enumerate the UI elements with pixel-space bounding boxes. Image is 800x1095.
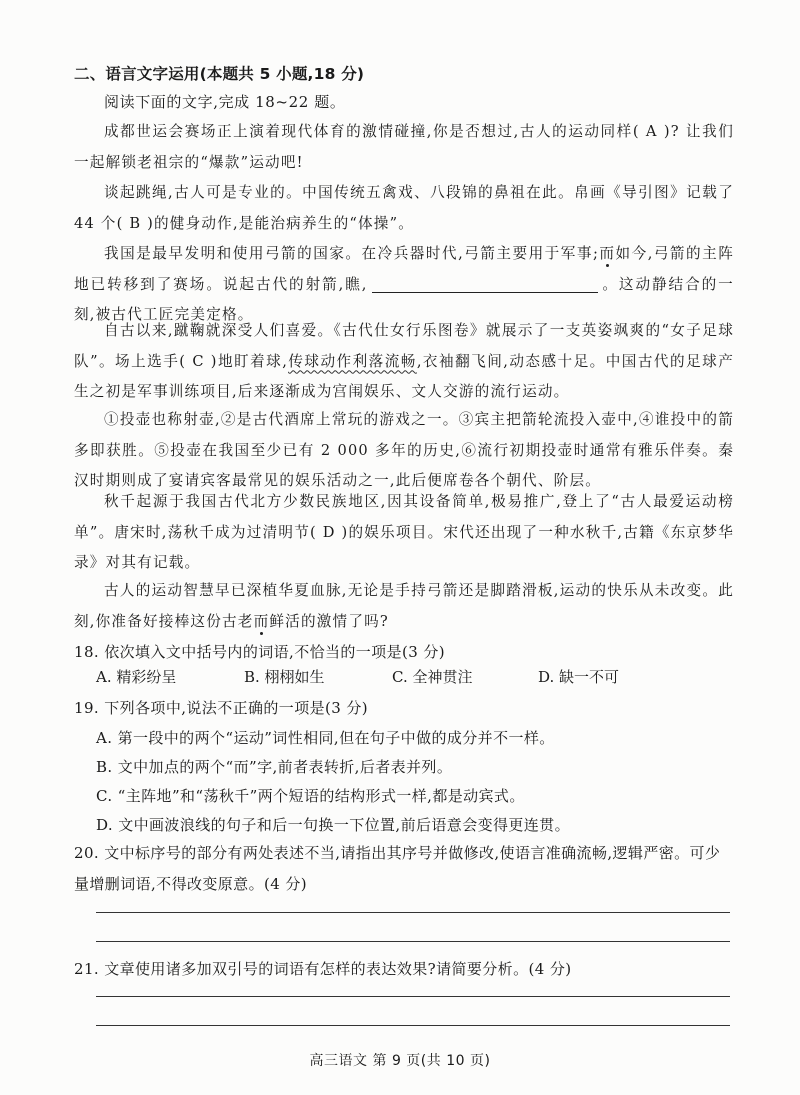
passage-paragraph-4 <box>74 316 734 408</box>
instruction: 阅读下面的文字,完成 18~22 题。 <box>104 93 346 111</box>
passage-paragraph-6: 秋千起源于我国古代北方少数民族地区,因其设备简单,极易推广,登上了“古人最爱运动榜单”。唐宋时,荡秋千成为过清明节( D )的娱乐项目。宋代还出现了一种水秋千,古籍《东京梦华录》对其有记载。 <box>74 493 734 572</box>
section-title: 二、语言文字运用(本题共 5 小题,18 分) <box>74 65 365 83</box>
passage-paragraph-1: 成都世运会赛场正上演着现代体育的激情碰撞,你是否想过,古人的运动同样( A )? 让我们一起解锁老祖宗的“爆款”运动吧! <box>74 123 734 171</box>
passage-paragraph-5: ①投壶也称射壶,②是古代酒席上常玩的游戏之一。③宾主把箭轮流投入壶中,④谁投中的箭多即获胜。⑤投壶在我国至少已有 2 000 多年的历史,⑥流行初期投壶时通常有雅乐伴奏。秦汉时期则成了宴请宾客最常见的娱乐活动之一,此后便席卷各个朝代、阶层。 <box>74 411 734 490</box>
p3-text-a: 我国是最早发明和使用弓箭的国家。在冷兵器时代,弓箭主要用于军事; <box>104 245 600 262</box>
answer-line-21-1[interactable] <box>96 996 730 997</box>
dotted-er-1: 而 <box>599 245 616 262</box>
p7-text-a: 古人的运动智慧早已深植华夏血脉,无论是手持弓箭还是脚踏滑板,运动的快乐从未改变。此刻,你准备好接棒这份古老 <box>74 582 734 630</box>
q18-option-a[interactable]: A. 精彩纷呈 <box>96 668 177 686</box>
p4-text-b: ,衣袖翻飞间,动态感十足。中国古代的足球产生之初是军事训练项目,后来逐渐成为宫闱娱乐、文人交游的流行运动。 <box>74 352 734 401</box>
fill-blank-line[interactable] <box>372 274 598 293</box>
passage-paragraph-7 <box>74 576 734 637</box>
question-18-stem: 18. 依次填入文中括号内的词语,不恰当的一项是(3 分) <box>74 643 446 661</box>
p7-text-b: 鲜活的激情了吗? <box>269 612 389 630</box>
question-21-stem: 21. 文章使用诸多加双引号的词语有怎样的表达效果?请简要分析。(4 分) <box>74 960 572 978</box>
page-footer: 高三语文 第 9 页(共 10 页) <box>309 1053 491 1069</box>
p3-text-b: 如今,弓箭的主阵地已转移到了赛场。说起古代的射箭,瞧, <box>74 245 734 293</box>
q18-option-b[interactable]: B. 栩栩如生 <box>244 668 325 686</box>
q19-option-d[interactable]: D. 文中画波浪线的句子和后一句换一下位置,前后语意会变得更连贯。 <box>96 816 570 834</box>
question-19-stem: 19. 下列各项中,说法不正确的一项是(3 分) <box>74 699 369 717</box>
answer-line-20-2[interactable] <box>96 941 730 942</box>
answer-line-20-1[interactable] <box>96 912 730 913</box>
answer-line-21-2[interactable] <box>96 1025 730 1026</box>
q18-option-d[interactable]: D. 缺一不可 <box>538 668 620 686</box>
question-18-options <box>96 666 736 690</box>
q19-option-c[interactable]: C. “主阵地”和“荡秋千”两个短语的结构形式一样,都是动宾式。 <box>96 787 525 805</box>
question-20-stem: 20. 文中标序号的部分有两处表述不当,请指出其序号并做修改,使语言准确流畅,逻辑严密。可少量增删词语,不得改变原意。(4 分) <box>74 844 721 893</box>
q19-option-b[interactable]: B. 文中加点的两个“而”字,前者表转折,后者表并列。 <box>96 758 453 776</box>
passage-paragraph-2: 谈起跳绳,古人可是专业的。中国传统五禽戏、八段锦的鼻祖在此。帛画《导引图》记载了 44 个( B )的健身动作,是能治病养生的“体操”。 <box>74 184 734 232</box>
p4-text-a: 自古以来,蹴鞠就深受人们喜爱。《古代仕女行乐图卷》就展示了一支英姿飒爽的“女子足球队”。场上选手( C )地盯着球, <box>74 322 734 370</box>
wavy-underlined-sentence: 传球动作利落流畅 <box>288 352 417 370</box>
q18-option-c[interactable]: C. 全神贯注 <box>392 668 473 686</box>
dotted-er-2: 而 <box>253 612 270 630</box>
p3-text-c: 。这动静结合的一刻,被古代工匠完美定格。 <box>74 275 734 324</box>
q19-option-a[interactable]: A. 第一段中的两个“运动”词性相同,但在句子中做的成分并不一样。 <box>96 729 555 747</box>
